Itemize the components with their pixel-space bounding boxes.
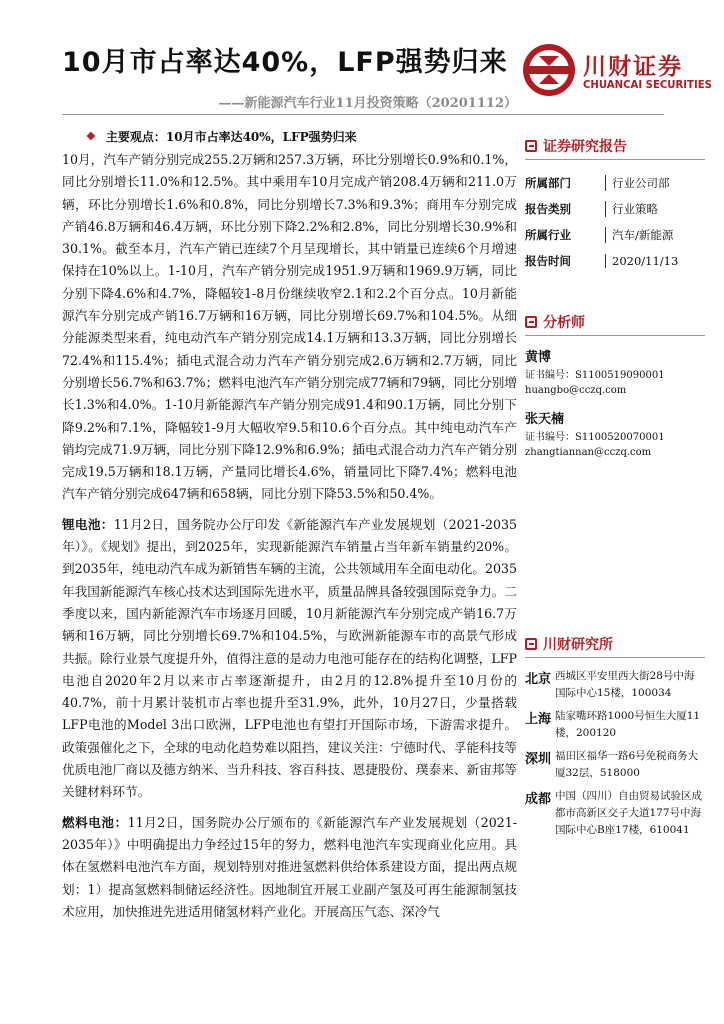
analyst-name: 黄博	[525, 350, 552, 365]
office-address: 西城区平安里西大街28号中海国际中心15楼，100034	[555, 670, 695, 699]
analyst-email[interactable]: zhangtiannan@cczq.com	[525, 447, 652, 458]
office-city: 上海	[525, 712, 552, 727]
office-beijing	[525, 668, 705, 702]
info-key: 报告时间	[525, 254, 571, 268]
report-heading	[525, 136, 705, 160]
report-icon	[525, 140, 537, 152]
office-city: 深圳	[525, 752, 552, 767]
office-address: 陆家嘴环路1000号恒生大厦11楼，200120	[555, 710, 701, 739]
lithium-battery-paragraph	[62, 514, 517, 804]
brand-logo	[521, 42, 712, 98]
office-shenzhen	[525, 748, 705, 782]
office-address: 中国（四川）自由贸易试验区成都市高新区交子大道177号中海国际中心B座17楼，610041	[555, 790, 702, 836]
key-view-label: 主要观点：10月市占率达40%，LFP强势归来	[105, 130, 357, 144]
info-value: 汽车/新能源	[605, 227, 673, 243]
analyst-heading	[525, 312, 705, 336]
analyst-heading-label: 分析师	[543, 315, 585, 331]
fuel-cell-paragraph	[62, 812, 517, 923]
key-view-heading	[62, 128, 517, 145]
analyst-card	[525, 346, 705, 398]
office-city: 成都	[525, 792, 552, 807]
office-chengdu	[525, 788, 705, 839]
fuel-cell-lead: 燃料电池：	[62, 814, 128, 830]
institute-heading	[525, 634, 705, 658]
info-value: 2020/11/13	[605, 254, 678, 268]
info-key: 所属行业	[525, 228, 571, 242]
info-row-report-date	[525, 248, 705, 274]
main-content	[62, 128, 517, 931]
analyst-cert: 证书编号：S1100519090001	[525, 370, 665, 381]
lithium-battery-lead: 锂电池：	[62, 516, 114, 532]
office-city: 北京	[525, 672, 552, 687]
info-row-department	[525, 170, 705, 196]
info-value: 行业公司部	[605, 175, 670, 191]
market-overview-paragraph: 10月，汽车产销分别完成255.2万辆和257.3万辆，环比分别增长0.9%和0.1%，同比分别增长11.0%和12.5%。其中乘用车10月完成产销208.4万辆和211.0万辆，环比分别增长1.6%和0.8%，同比分别增长7.3%和9.3%；商用车分别完成产销46.8万辆和46.4万辆，环比分别下降2.2%和2.8%，同比分别增长30.9%和30.1%。截至本月，汽车产销已连续7个月呈现增长，其中销量已连续6个月增速保持在10%以上。1-10月，汽车产销分别完成1951.9万辆和1969.9万辆，同比分别下降4.6%和4.7%，降幅较1-8月份继续收窄2.1和2.2个百分点。10月新能源汽车分别完成产销16.7万辆和16万辆，同比分别增长69.7%和104.5%。从细分能源类型来看，纯电动汽车产销分别完成14.1万辆和13.3万辆，同比分别增长72.4%和115.4%；插电式混合动力汽车产销分别完成2.6万辆和2.7万辆，同比分别增长56.7%和63.7%；燃料电池汽车产销分别完成77辆和79辆，同比分别增长1.3%和4.0%。1-10月新能源汽车产销分别完成91.4和90.1万辆，同比分别下降9.2%和7.1%，降幅较1-9月大幅收窄9.5和10.6个百分点。其中纯电动汽车产销均完成71.9万辆，同比分别下降12.9%和6.9%；插电式混合动力汽车产销分别完成19.5万辆和18.1万辆，产量同比增长4.6%，销量同比下降7.4%；燃料电池汽车产销分别完成647辆和658辆，同比分别下降53.5%和50.4%。	[62, 152, 517, 502]
institute-icon	[525, 638, 537, 650]
analyst-cert: 证书编号：S1100520070001	[525, 432, 665, 443]
office-address: 福田区福华一路6号免税商务大厦32层，518000	[555, 750, 699, 779]
lithium-battery-text: 11月2日，国务院办公厅印发《新能源汽车产业发展规划（2021-2035年）》。《规划》提出，到2025年，实现新能源汽车销量占当年新车销量约20%。到2035年，纯电动汽车成为新销售车辆的主流，公共领域用车全面电动化。2035年我国新能源汽车核心技术达到国际先进水平，质量品牌具备较强国际竞争力。二季度以来，国内新能源汽车市场逐月回暖，10月新能源汽车分别完成产销16.7万辆和16万辆，同比分别增长69.7%和104.5%，与欧洲新能源车市的高景气形成共振。除行业景气度提升外，值得注意的是动力电池可能存在的结构化调整，LFP电池自2020年2月以来市占率逐渐提升，由2月的12.8%提升至10月份的40.7%，前十月累计装机市占率也提升至31.9%，此外，10月27日，少量搭载LFP电池的Model 3出口欧洲，LFP电池也有望打开国际市场，下游需求提升。政策强催化之下，全球的电动化趋势难以阻挡，建议关注：宁德时代、孚能科技等优质电池厂商以及德方纳米、当升科技、容百科技、恩捷股份、璞泰来、新宙邦等关键材料环节。	[62, 516, 518, 800]
report-heading-label: 证券研究报告	[543, 139, 627, 155]
header-divider	[62, 114, 664, 115]
diamond-bullet-icon: ❖	[86, 130, 96, 143]
info-key: 报告类别	[525, 202, 571, 216]
logo-english-name: CHUANCAI SECURITIES	[583, 78, 712, 91]
info-row-report-type	[525, 196, 705, 222]
logo-mark-icon	[521, 42, 577, 98]
fuel-cell-text: 11月2日，国务院办公厅颁布的《新能源汽车产业发展规划（2021-2035年）》中明确提出力争经过15年的努力，燃料电池汽车实现商业化应用。具体在氢燃料电池汽车方面，规划特别对推进氢燃料供给体系建设方面，提出两点规划：1）提高氢燃料制储运经济性。因地制宜开展工业副产氢及可再生能源制氢技术应用，加快推进先进适用储氢材料产业化。开展高压气态、深冷气	[62, 814, 518, 919]
info-row-industry	[525, 222, 705, 248]
analyst-panel	[525, 312, 705, 460]
page-subtitle: ——新能源汽车行业11月投资策略（20201112）	[218, 96, 517, 111]
analyst-card	[525, 408, 705, 460]
institute-heading-label: 川财研究所	[543, 637, 613, 653]
analyst-name: 张天楠	[525, 412, 565, 427]
analyst-icon	[525, 316, 537, 328]
info-value: 行业策略	[605, 201, 658, 217]
office-shanghai	[525, 708, 705, 742]
logo-chinese-name: 川财证券	[583, 54, 683, 80]
info-key: 所属部门	[525, 176, 571, 190]
institute-panel	[525, 634, 705, 845]
report-info-panel	[525, 136, 705, 274]
page-title: 10月市占率达40%，LFP强势归来	[62, 47, 508, 78]
analyst-email[interactable]: huangbo@cczq.com	[525, 385, 627, 396]
